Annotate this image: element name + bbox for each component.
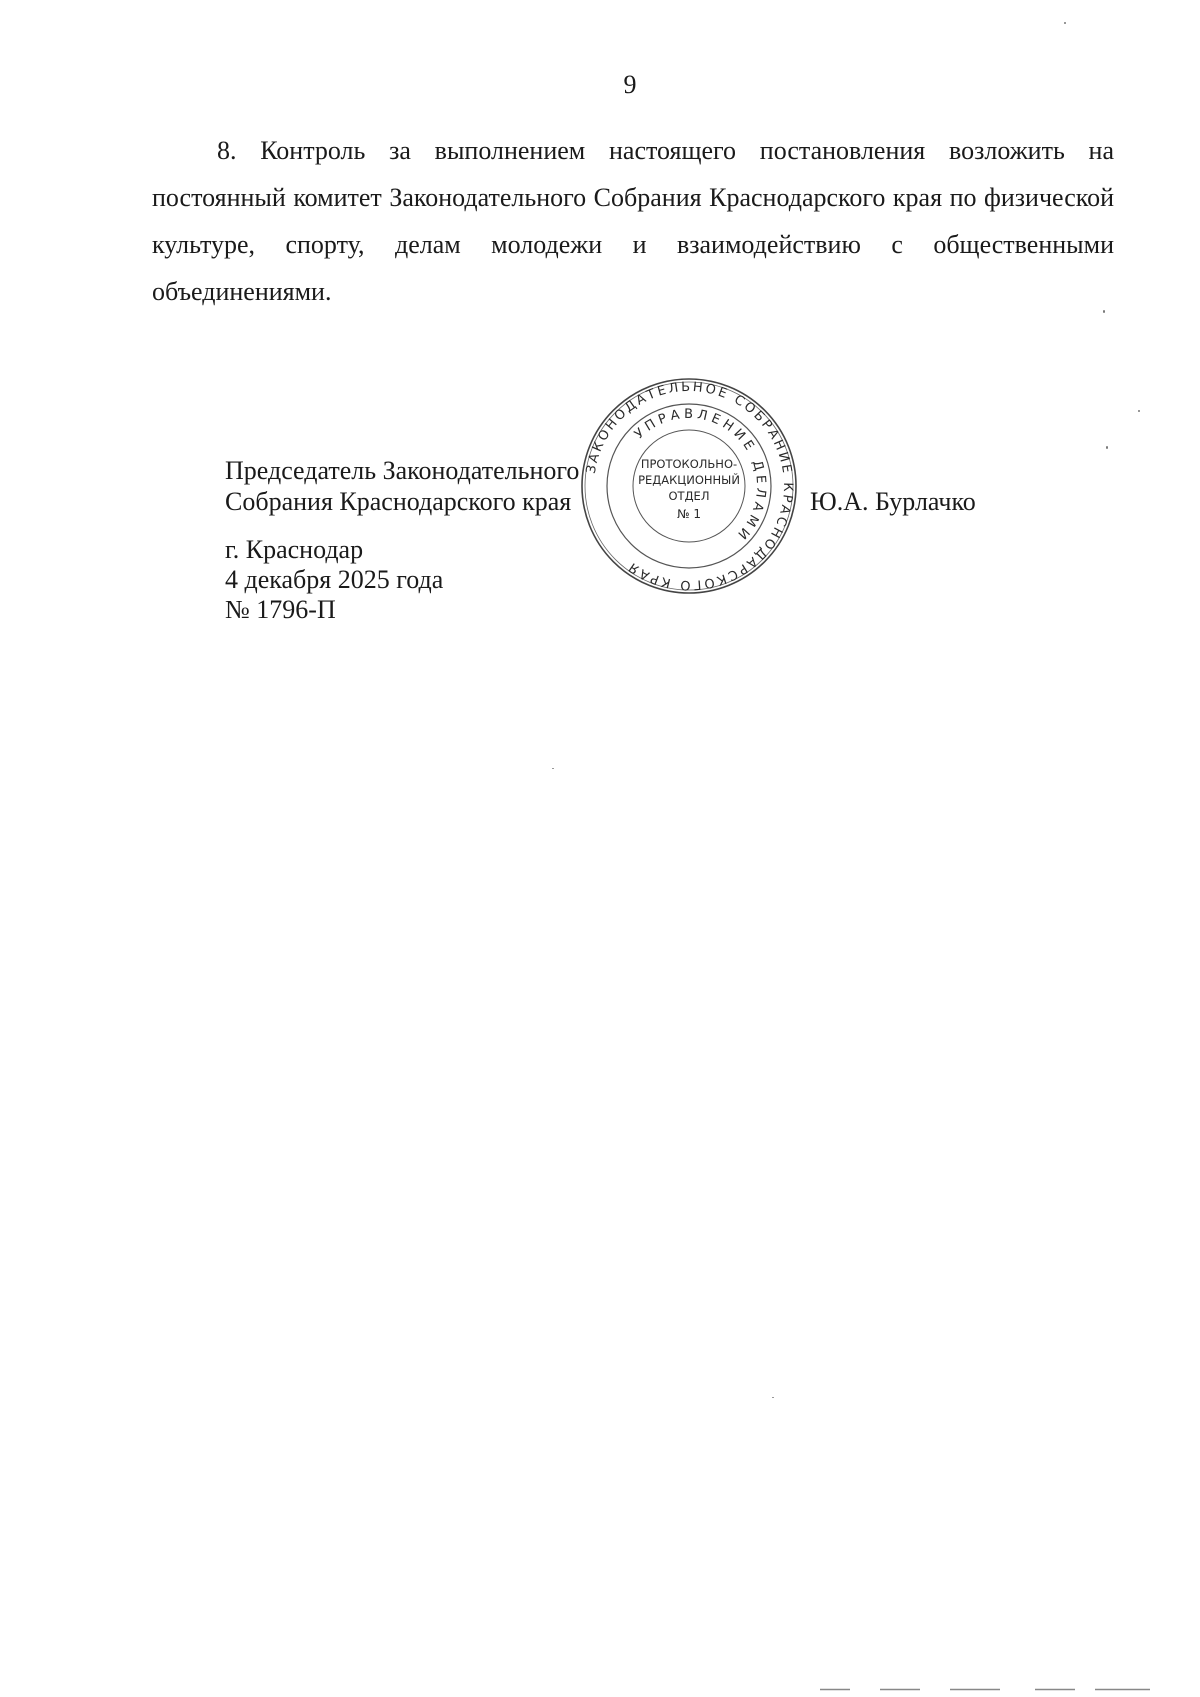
document-number: № 1796-П [225, 595, 336, 624]
seal-center-line-1: ПРОТОКОЛЬНО- [640, 457, 738, 471]
resolution-paragraph: 8. Контроль за выполнением настоящего постановления возложить на постоянный комитет Законодательного Собрания Краснодарского края по физической культуре, спорту, делам молодежи и взаимодействию с общественными объединениями. [152, 136, 1114, 306]
scan-speck [552, 768, 554, 769]
signatory-title-line-1: Председатель Законодательного [225, 456, 580, 485]
seal-center-line-4: № 1 [677, 507, 701, 521]
document-place: г. Краснодар [225, 535, 364, 564]
document-date: 4 декабря 2025 года [225, 565, 444, 594]
signatory-name: Ю.А. Бурлачко [810, 487, 976, 516]
official-seal [579, 376, 799, 596]
page-number: 9 [623, 70, 637, 99]
seal-inner-ring-text: УПРАВЛЕНИЕ ДЕЛАМИ [631, 406, 769, 545]
scan-edge-marks [820, 1688, 1150, 1691]
scan-speck [1106, 446, 1108, 449]
scan-speck [1138, 410, 1140, 412]
signatory-title [225, 455, 579, 517]
scan-speck [772, 1397, 774, 1398]
seal-outer-ring-text: ЗАКОНОДАТЕЛЬНОЕ СОБРАНИЕ КРАСНОДАРСКОГО КРАЯ [583, 379, 796, 593]
signatory-title-line-2: Собрания Краснодарского края [225, 487, 572, 516]
seal-center-line-2: РЕДАКЦИОННЫЙ [638, 473, 740, 487]
document-details [225, 535, 443, 625]
scan-speck [1064, 22, 1066, 24]
seal-center-line-3: ОТДЕЛ [668, 489, 710, 503]
scan-speck [1103, 310, 1105, 313]
